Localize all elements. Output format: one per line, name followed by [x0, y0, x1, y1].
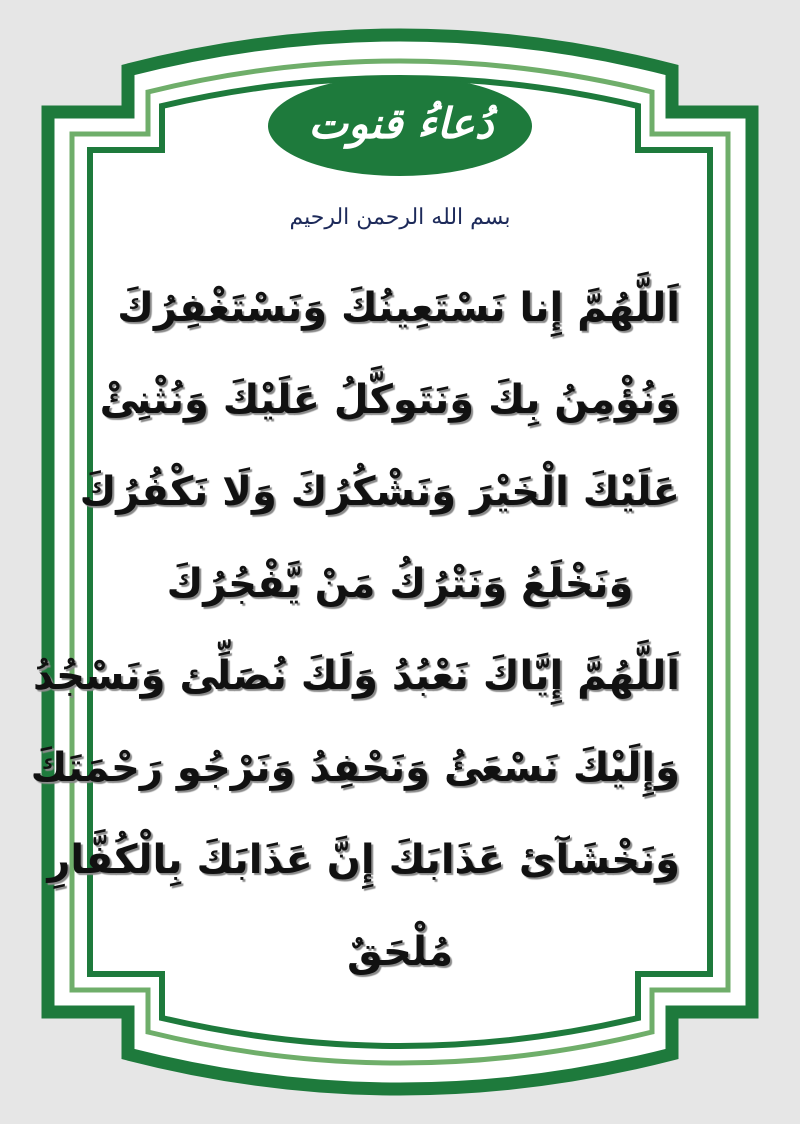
dua-line-7: وَنَخْشَآئ عَذَابَكَ إِنَّ عَذَابَكَ بِالْكُفَّارِ: [47, 837, 680, 883]
dua-line-5: اَللَّهُمَّ إِيَّاكَ نَعْبُدُ وَلَكَ نُصَلِّئ وَنَسْجُدُ: [33, 653, 680, 699]
dua-line-3: عَلَيْكَ الْخَيْرَ وَنَشْكُرُكَ وَلَا نَكْفُرُكَ: [79, 469, 680, 515]
title-banner: [270, 78, 532, 174]
dua-line-6: وَإِلَيْكَ نَسْعَئُ وَنَحْفِدُ وَنَرْجُو رَحْمَتَكَ: [30, 745, 680, 791]
page-title: دُعاءُ قنوت: [308, 99, 494, 148]
dua-line-2: وَنُؤْمِنُ بِكَ وَنَتَوكَّلُ عَلَيْكَ وَنُثْنِئْ: [99, 377, 680, 423]
dua-line-8: مُلْحَقٌ: [347, 929, 453, 975]
dua-line-4: وَنَخْلَعُ وَنَتْرُكُ مَنْ يَّفْجُرُكَ: [166, 561, 634, 607]
dua-line-1: اَللَّهُمَّ إِنا نَسْتَعِينُكَ وَنَسْتَغْفِرُكَ: [117, 285, 680, 331]
basmala-calligraphy: بسم الله الرحمن الرحيم: [289, 204, 511, 230]
dua-text-block: [30, 262, 680, 998]
